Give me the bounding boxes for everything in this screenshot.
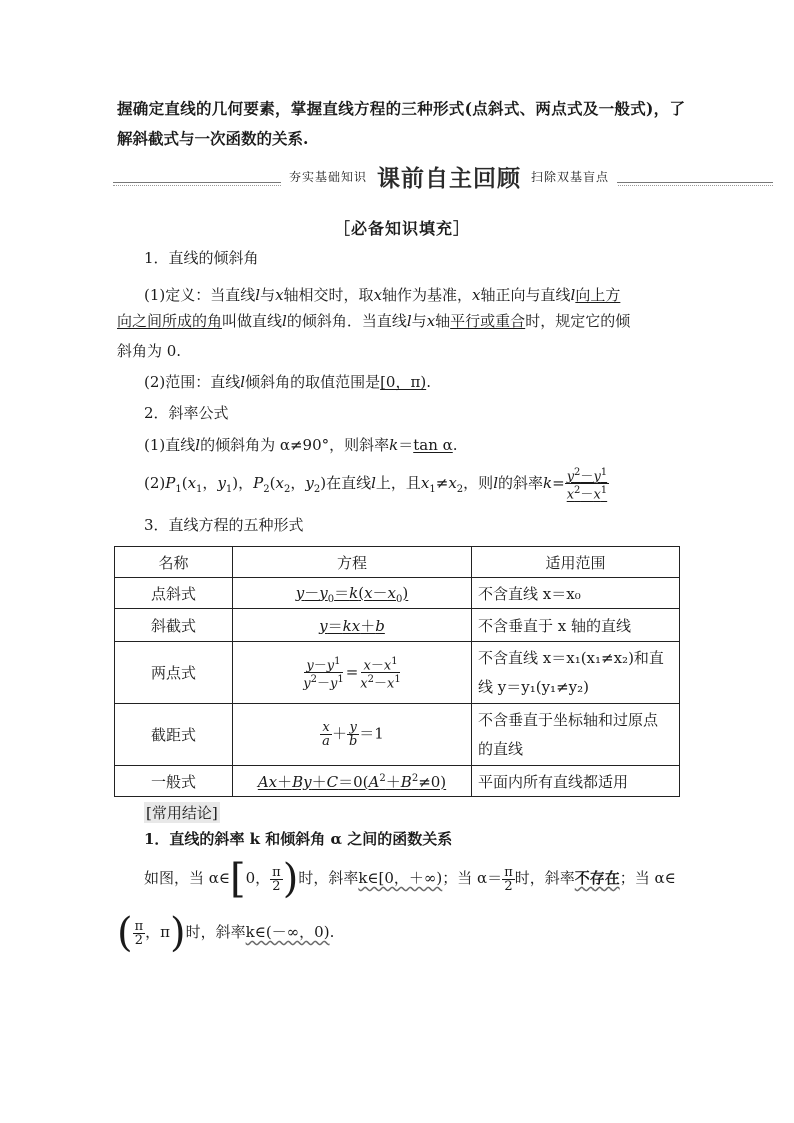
col-header-name: 名称 [115, 547, 233, 578]
intro-line-1: 握确定直线的几何要素，掌握直线方程的三种形式(点斜式、两点式及一般式)，了 [117, 99, 686, 118]
form-equation: $\frac{y-y^1}{y^2-y^1}$ = $\frac{x-x^1}{x^2-x^1}$ [233, 642, 472, 704]
s1-range: (2)范围：直线l倾斜角的取值范围是[0，π). [144, 373, 431, 391]
s1-definition: (1)定义：当直线l与x轴相交时，取x轴作为基准，x轴正向与直线l向上方 [144, 286, 621, 304]
form-name: 截距式 [115, 704, 233, 766]
section-title: ［必备知识填充］ [334, 219, 471, 238]
table-row [115, 704, 680, 766]
slope-fraction: $\frac{y^2-y^1}{x^2-x^1}$ [566, 467, 608, 503]
s1-heading: 1．直线的倾斜角 [144, 249, 259, 267]
banner-left-caption: 夯实基础知识 [289, 169, 368, 184]
blank-k-neg: k∈(－∞，0) [245, 923, 330, 941]
conclusion-heading: 1．直线的斜率 k 和倾斜角 α 之间的函数关系 [144, 830, 453, 848]
form-scope: 不含直线 x＝x₁(x₁≠x₂)和直 线 y＝y₁(y₁≠y₂) [472, 642, 680, 704]
conclusion-tag: [常用结论] [146, 804, 218, 822]
table-row [115, 578, 680, 609]
s2-formula-1: (1)直线l的倾斜角为 α≠90°，则斜率k＝tan α. [144, 436, 458, 454]
blank-parallel: 平行或重合 [450, 312, 526, 330]
blank-upward: 向上方 [575, 286, 621, 304]
blank-tan: tan α [413, 436, 453, 454]
section-banner [113, 160, 773, 192]
form-scope: 不含直线 x＝x₀ [472, 578, 680, 609]
conclusion-line-1: 如图，当 α∈[0， $\frac{\pi}{2}$ )时，斜率k∈[0，＋∞)；当 α＝ $\frac{\pi}{2}$ 时，斜率不存在；当 α∈ [144, 856, 676, 902]
form-name: 一般式 [115, 766, 233, 797]
table-row [115, 609, 680, 642]
form-name: 两点式 [115, 642, 233, 704]
blank-range: [0，π) [380, 373, 427, 391]
form-equation: $y-y_0=k(x-x_0)$ [233, 578, 472, 609]
form-scope: 不含垂直于 x 轴的直线 [472, 609, 680, 642]
table-header-row [115, 547, 680, 578]
table-row [115, 766, 680, 797]
s1-definition-3: 斜角为 0. [117, 342, 182, 360]
s3-heading: 3．直线方程的五种形式 [144, 516, 304, 534]
banner-right-caption: 扫除双基盲点 [531, 169, 610, 184]
blank-upward-cont: 向之间所成的角 [117, 312, 223, 330]
banner-title: 课前自主回顾 [377, 165, 522, 192]
form-name: 斜截式 [115, 609, 233, 642]
form-equation: $Ax+By+C=0(A^2+B^2\ne 0)$ [233, 766, 472, 797]
blank-not-exist: 不存在 [574, 869, 620, 887]
form-equation: y＝kx＋b [233, 609, 472, 642]
conclusion-line-2: ( $\frac{\pi}{2}$ ，π)时，斜率k∈(－∞，0). [117, 910, 335, 956]
intro-line-2: 解斜截式与一次函数的关系. [117, 129, 309, 148]
form-scope: 不含垂直于坐标轴和过原点 的直线 [472, 704, 680, 766]
table-row [115, 642, 680, 704]
s2-heading: 2．斜率公式 [144, 404, 229, 422]
form-equation: $\frac{x}{a}$ ＋ $\frac{y}{b}$ ＝1 [233, 704, 472, 766]
line-forms-table [114, 546, 680, 797]
form-name: 点斜式 [115, 578, 233, 609]
s2-formula-2: $(2)P_1(x_1$，$y_1$)，$P_2(x_2$，$y_2$)在直线l上，且$x_1\ne x_2$，则l的斜率k= $\frac{y^2-y^1}{x^2-x^1}$ [144, 467, 608, 503]
col-header-equation: 方程 [233, 547, 472, 578]
col-header-scope: 适用范围 [472, 547, 680, 578]
form-scope: 平面内所有直线都适用 [472, 766, 680, 797]
s1-definition-2: 向之间所成的角叫做直线l的倾斜角．当直线l与x轴平行或重合时，规定它的倾 [117, 312, 631, 330]
blank-k-nonneg: k∈[0，＋∞) [358, 869, 443, 887]
